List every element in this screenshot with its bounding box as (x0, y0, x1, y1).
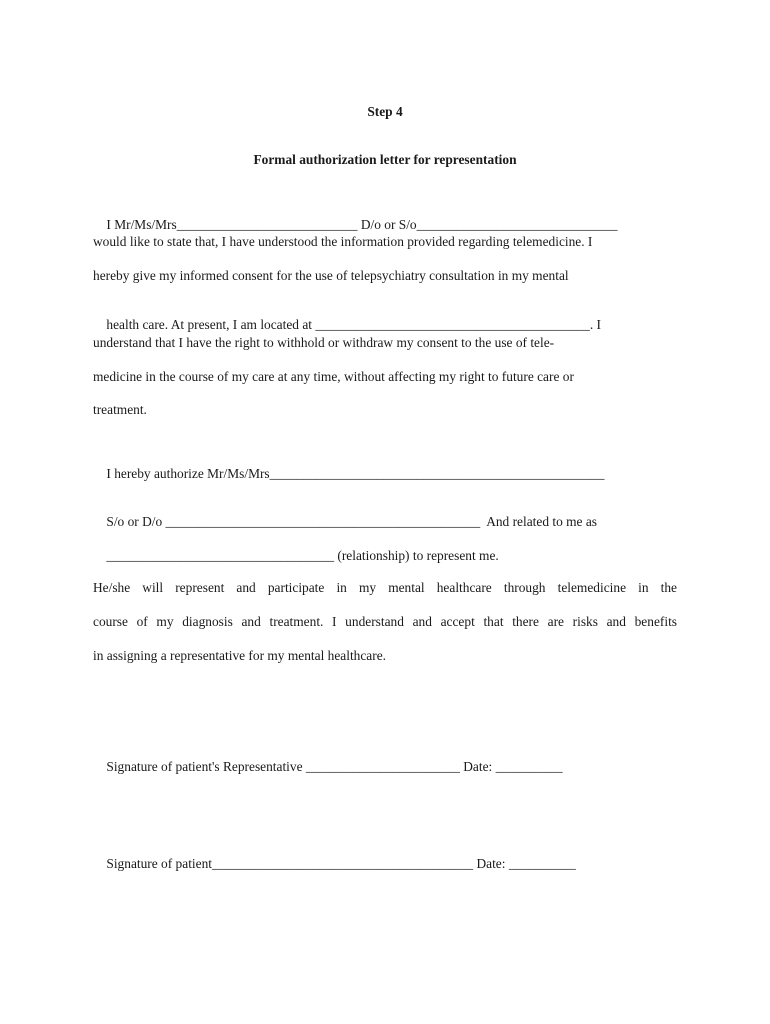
patient-name-field[interactable]: ___________________________ (176, 217, 358, 232)
consent-name-label: I Mr/Ms/Mrs (106, 217, 177, 232)
location-field[interactable]: _________________________________________ (315, 317, 590, 332)
location-label: health care. At present, I am located at (106, 317, 316, 332)
representative-signature-label: Signature of patient's Representative (106, 759, 306, 774)
step-heading: Step 4 (367, 104, 403, 119)
consent-line-5: understand that I have the right to withhold or withdraw my consent to the use of tele- (93, 335, 555, 350)
document-title: Formal authorization letter for representation (253, 152, 517, 167)
consent-line-6: medicine in the course of my care at any time, without affecting my right to future care or (93, 369, 574, 384)
authorize-line-3 (93, 532, 499, 580)
consent-relation-label: D/o or S/o (357, 217, 417, 232)
related-label: And related to me as (480, 514, 597, 529)
consent-line-7: treatment. (93, 402, 147, 417)
representative-name-label: I hereby authorize Mr/Ms/Mrs (106, 466, 270, 481)
location-suffix: . I (589, 317, 602, 332)
representative-signature-line (93, 743, 563, 791)
authorize-line-1 (93, 450, 604, 498)
relationship-field[interactable]: __________________________________ (106, 548, 335, 563)
representative-parent-field[interactable]: _______________________________________________ (165, 514, 481, 529)
consent-line-2: would like to state that, I have understood the information provided regarding telemedicine. I (93, 234, 593, 249)
patient-parent-name-field[interactable]: ______________________________ (416, 217, 618, 232)
representative-date-field[interactable]: __________ (495, 759, 563, 774)
representation-line-2: course of my diagnosis and treatment. I understand and accept that there are risks and benefits (93, 614, 677, 629)
patient-date-label: Date: (473, 856, 509, 871)
consent-line-3: hereby give my informed consent for the use of telepsychiatry consultation in my mental (93, 268, 569, 283)
representative-name-field[interactable]: __________________________________________________ (269, 466, 605, 481)
representative-date-label: Date: (459, 759, 496, 774)
representation-line-1: He/she will represent and participate in my mental healthcare through telemedicine in the (93, 580, 677, 595)
patient-signature-label: Signature of patient (106, 856, 212, 871)
patient-date-field[interactable]: __________ (508, 856, 576, 871)
relationship-label: (relationship) to represent me. (334, 548, 499, 563)
patient-signature-field[interactable]: _______________________________________ (212, 856, 474, 871)
representation-line-3: in assigning a representative for my mental healthcare. (93, 648, 386, 663)
patient-signature-line (93, 840, 576, 888)
representative-parent-label: S/o or D/o (106, 514, 166, 529)
representative-signature-field[interactable]: _______________________ (305, 759, 460, 774)
